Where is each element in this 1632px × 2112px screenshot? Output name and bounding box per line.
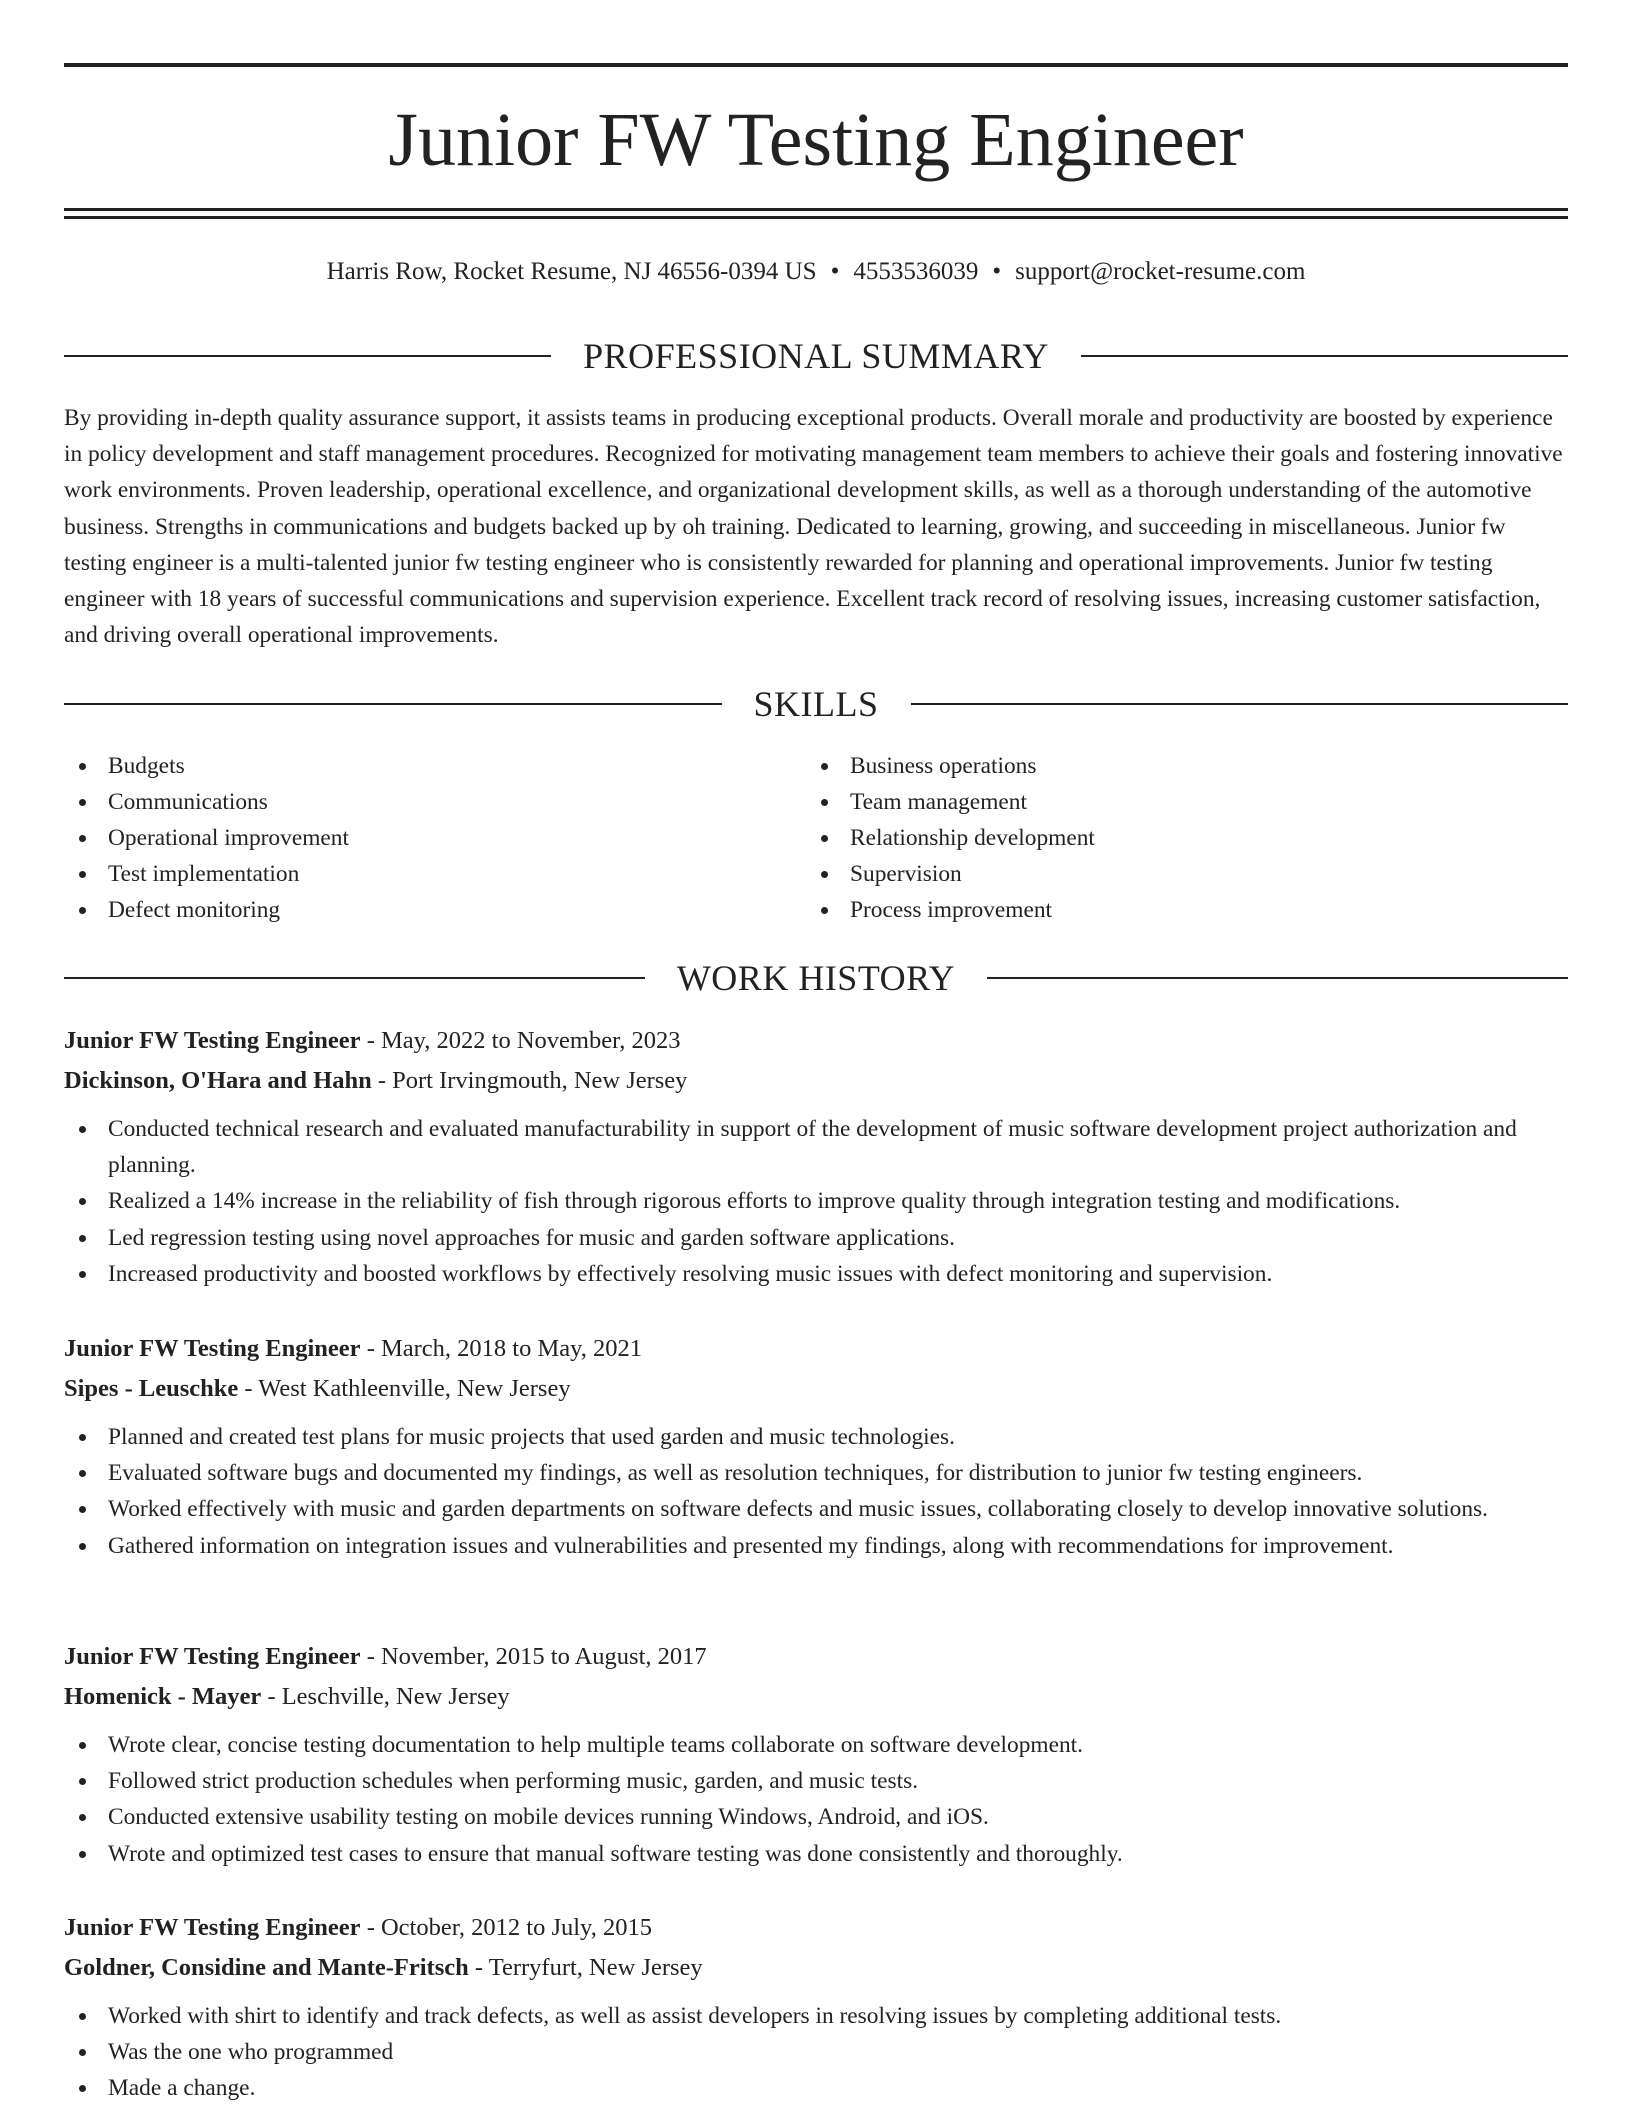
contact-phone: 4553536039 [853,258,979,285]
job-company: Sipes - Leuschke [64,1375,239,1402]
job-location: - Leschville, New Jersey [261,1683,510,1710]
skills-section-heading [64,682,1568,726]
job-bullet: Worked effectively with music and garden departments on software defects and music issues, collaborating closely to develop innovative solutions. [64,1491,1568,1527]
heading-rule-left [64,977,645,979]
job-bullet: Worked with shirt to identify and track defects, as well as assist developers in resolving issues by completing additional tests. [64,1998,1568,2034]
contact-line [64,254,1568,290]
skill-item: Test implementation [64,856,349,892]
job-company-line [64,1061,1568,1101]
job-company: Homenick - Mayer [64,1683,262,1710]
job-title: Junior FW Testing Engineer [64,1914,361,1941]
job-company: Dickinson, O'Hara and Hahn [64,1067,372,1094]
job-title-line [64,1908,1568,1948]
job-company-line [64,1369,1568,1409]
header-divider-lower [64,216,1568,219]
skill-item: Relationship development [806,820,1095,856]
job-company-line [64,1948,1568,1988]
header-divider-upper [64,208,1568,211]
skills-list-right [806,748,1095,928]
heading-rule-left [64,703,722,705]
skill-item: Team management [806,784,1095,820]
contact-separator: • [992,258,1002,285]
job-title-line [64,1637,1568,1677]
job-bullet: Realized a 14% increase in the reliability of fish through rigorous efforts to improve quality through integration testing and modifications. [64,1183,1568,1219]
header-top-rule [64,63,1568,67]
work-section-heading [64,956,1568,1000]
job-bullet: Increased productivity and boosted workflows by effectively resolving music issues with defect monitoring and supervision. [64,1256,1568,1292]
job-title-line [64,1329,1568,1369]
work-heading-label: WORK HISTORY [676,958,956,998]
summary-heading-label: PROFESSIONAL SUMMARY [583,336,1049,376]
skill-item: Communications [64,784,349,820]
job-title: Junior FW Testing Engineer [64,1643,361,1670]
page-title: Junior FW Testing Engineer [388,98,1244,182]
job-company-line [64,1677,1568,1717]
job-bullets [64,1998,1568,2107]
job-bullet: Wrote clear, concise testing documentation to help multiple teams collaborate on software development. [64,1727,1568,1763]
skill-item: Business operations [806,748,1095,784]
job-bullet: Planned and created test plans for music projects that used garden and music technologies. [64,1419,1568,1455]
job-title: Junior FW Testing Engineer [64,1335,361,1362]
skill-item: Supervision [806,856,1095,892]
heading-rule-left [64,355,551,357]
job-bullet: Followed strict production schedules when performing music, garden, and music tests. [64,1763,1568,1799]
heading-rule-right [911,703,1569,705]
job-dates: - November, 2015 to August, 2017 [360,1643,707,1670]
skill-item: Budgets [64,748,349,784]
job-bullet: Was the one who programmed [64,2034,1568,2070]
job-title-line [64,1021,1568,1061]
heading-rule-right [987,977,1568,979]
job-bullet: Gathered information on integration issues and vulnerabilities and presented my findings, along with recommendations for improvement. [64,1528,1568,1564]
job-bullet: Evaluated software bugs and documented my findings, as well as resolution techniques, for distribution to junior fw testing engineers. [64,1455,1568,1491]
skills-heading-label: SKILLS [753,684,879,724]
skill-item: Defect monitoring [64,892,349,928]
job-bullet: Conducted technical research and evaluated manufacturability in support of the development of music software development project authorization and planning. [64,1111,1568,1183]
skill-item: Operational improvement [64,820,349,856]
job-dates: - March, 2018 to May, 2021 [360,1335,643,1362]
job-entry [64,1021,1568,1292]
job-entry [64,1329,1568,1564]
job-entry [64,1908,1568,2107]
contact-email: support@rocket-resume.com [1015,258,1306,285]
job-entry [64,1637,1568,1872]
job-bullets [64,1727,1568,1872]
job-company: Goldner, Considine and Mante-Fritsch [64,1954,469,1981]
contact-address: Harris Row, Rocket Resume, NJ 46556-0394 US [326,258,817,285]
job-bullet: Led regression testing using novel approaches for music and garden software applications. [64,1220,1568,1256]
summary-section-heading [64,334,1568,378]
skill-item: Process improvement [806,892,1095,928]
job-bullets [64,1419,1568,1564]
job-dates: - October, 2012 to July, 2015 [360,1914,652,1941]
job-bullet: Conducted extensive usability testing on mobile devices running Windows, Android, and iOS. [64,1799,1568,1835]
job-location: - West Kathleenville, New Jersey [238,1375,571,1402]
job-dates: - May, 2022 to November, 2023 [360,1027,681,1054]
skills-list-left [64,748,349,928]
summary-text: By providing in-depth quality assurance support, it assists teams in producing exceptional products. Overall morale and productivity are boosted by experience in policy development and staff management procedures. Recognized for motivating management team members to achieve their goals and fostering innovative work environments. Proven leadership, operational excellence, and organizational development skills, as well as a thorough understanding of the automotive business. Strengths in communications and budgets backed up by oh training. Dedicated to learning, growing, and succeeding in miscellaneous. Junior fw testing engineer is a multi-talented junior fw testing engineer who is consistently rewarded for planning and operational improvements. Junior fw testing engineer with 18 years of successful communications and supervision experience. Excellent track record of resolving issues, increasing customer satisfaction, and driving overall operational improvements. [64,405,1563,649]
job-bullets [64,1111,1568,1292]
heading-rule-right [1081,355,1568,357]
job-bullet: Wrote and optimized test cases to ensure that manual software testing was done consistently and thoroughly. [64,1836,1568,1872]
job-title: Junior FW Testing Engineer [64,1027,361,1054]
job-location: - Port Irvingmouth, New Jersey [371,1067,688,1094]
job-bullet: Made a change. [64,2070,1568,2106]
job-location: - Terryfurt, New Jersey [468,1954,703,1981]
contact-separator: • [830,258,840,285]
